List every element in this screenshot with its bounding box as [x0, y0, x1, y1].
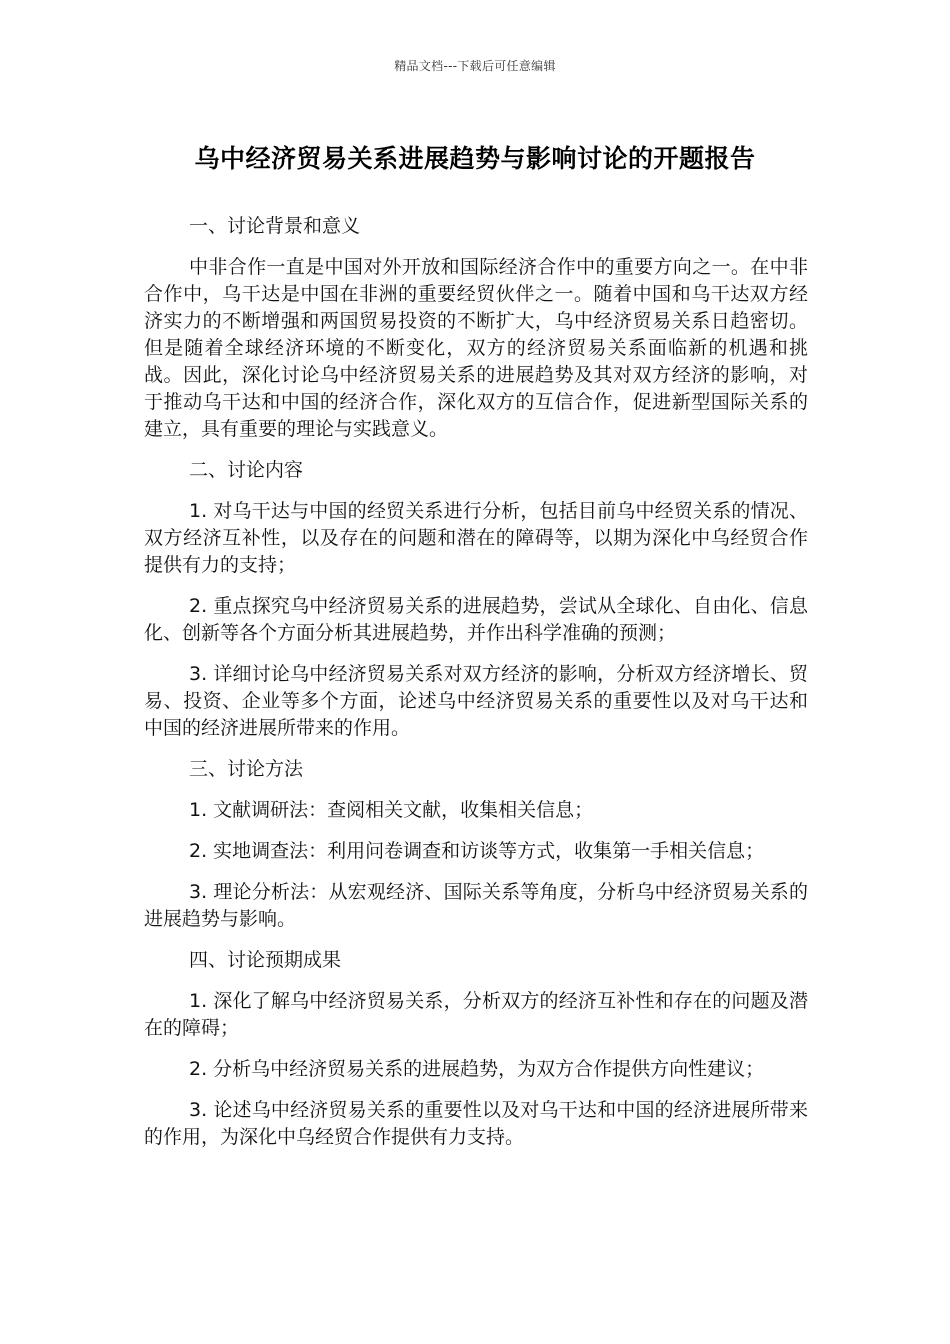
- paragraph: 3. 论述乌中经济贸易关系的重要性以及对乌干达和中国的经济进展所带来的作用，为深化中乌经贸合作提供有力支持。: [144, 1099, 808, 1148]
- paragraph: 2. 分析乌中经济贸易关系的进展趋势，为双方合作提供方向性建议；: [189, 1058, 765, 1080]
- header-note: 精品文档---下载后可任意编辑: [394, 59, 556, 73]
- section-heading-outcomes: 四、讨论预期成果: [189, 949, 342, 971]
- paragraph: 1. 对乌干达与中国的经贸关系进行分析，包括目前乌中经贸关系的情况、双方经济互补性，以及存在的问题和潜在的障碍等，以期为深化中乌经贸合作提供有力的支持；: [144, 500, 808, 576]
- paragraph: 2. 实地调查法：利用问卷调查和访谈等方式，收集第一手相关信息；: [189, 840, 765, 862]
- document-body: [144, 213, 808, 1165]
- paragraph: 3. 详细讨论乌中经济贸易关系对双方经济的影响，分析双方经济增长、贸易、投资、企业等多个方面，论述乌中经济贸易关系的重要性以及对乌干达和中国的经济进展所带来的作用。: [144, 663, 808, 739]
- section-heading-methods: 三、讨论方法: [189, 758, 304, 780]
- paragraph: 1. 文献调研法：查阅相关文献，收集相关信息；: [189, 799, 594, 821]
- section-heading-background: 一、讨论背景和意义: [189, 215, 361, 237]
- paragraph: 3. 理论分析法：从宏观经济、国际关系等角度，分析乌中经济贸易关系的进展趋势与影响。: [144, 881, 808, 930]
- paragraph: 1. 深化了解乌中经济贸易关系，分析双方的经济互补性和存在的问题及潜在的障碍；: [144, 990, 808, 1039]
- document-title: 乌中经济贸易关系进展趋势与影响讨论的开题报告: [194, 144, 756, 173]
- section-heading-content: 二、讨论内容: [189, 459, 304, 481]
- paragraph: 中非合作一直是中国对外开放和国际经济合作中的重要方向之一。在中非合作中，乌干达是中国在非洲的重要经贸伙伴之一。随着中国和乌干达双方经济实力的不断增强和两国贸易投资的不断扩大，乌中经济贸易关系日趋密切。但是随着全球经济环境的不断变化，双方的经济贸易关系面临新的机遇和挑战。因此，深化讨论乌中经济贸易关系的进展趋势及其对双方经济的影响，对于推动乌干达和中国的经济合作，深化双方的互信合作，促进新型国际关系的建立，具有重要的理论与实践意义。: [144, 256, 808, 440]
- paragraph: 2. 重点探究乌中经济贸易关系的进展趋势，尝试从全球化、自由化、信息化、创新等各个方面分析其进展趋势，并作出科学准确的预测；: [144, 595, 808, 644]
